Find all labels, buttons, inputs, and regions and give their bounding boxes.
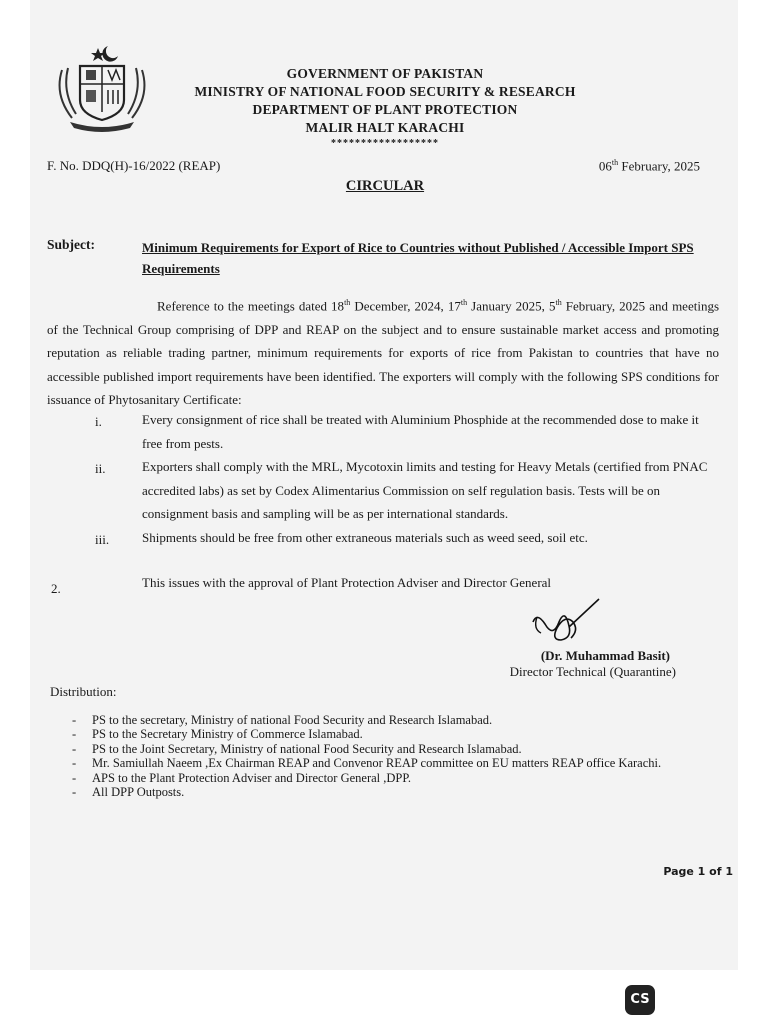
- list-item: - All DPP Outposts.: [72, 785, 185, 800]
- letterhead-government: GOVERNMENT OF PAKISTAN: [286, 66, 484, 81]
- approval-statement: This issues with the approval of Plant Protection Adviser and Director General: [142, 575, 552, 590]
- condition-text: Every consignment of rice shall be treated with Aluminium Phosphide at the recommended dose to make it free from pests.: [142, 412, 699, 451]
- body-paragraph: Reference to the meetings dated 18th December, 2024, 17th January 2025, 5th February, 2025 and meetings of the Technical Group comprising of DPP and REAP on the subject and to ensure sustainable market access and promoting reputation as reliable trading partner, minimum requirements for exports of rice from Pakistan to countries that have no accessible published import requirements have been identified. The exporters will comply with the following SPS conditions for issuance of Phytosanitary Certificate:: [47, 298, 719, 408]
- letterhead-department: DEPARTMENT OF PLANT PROTECTION: [252, 102, 518, 117]
- condition-number: iii.: [95, 532, 110, 547]
- list-item: - PS to the secretary, Ministry of national Food Security and Research Islamabad.: [72, 713, 493, 727]
- page-number: Page 1 of 1: [663, 865, 733, 878]
- list-item: - Mr. Samiullah Naeem ,Ex Chairman REAP and Convenor REAP committee on EU matters REAP office Karachi.: [72, 756, 662, 771]
- subject-label: Subject:: [47, 237, 95, 252]
- list-item: - PS to the Joint Secretary, Ministry of national Food Security and Research Islamabad.: [72, 741, 522, 756]
- condition-text: Shipments should be free from other extraneous materials such as weed seed, soil etc.: [142, 530, 588, 545]
- circular-date: 06th February, 2025: [598, 158, 700, 174]
- list-item: - PS to the Secretary Ministry of Commerce Islamabad.: [72, 727, 363, 742]
- signatory-name: (Dr. Muhammad Basit): [540, 648, 670, 663]
- condition-text: Exporters shall comply with the MRL, Mycotoxin limits and testing for Heavy Metals (certified from PNAC accredited labs) as set by Codex Alimentarius Commission on self regulation basis. Tests will be on consignment basis and sampling will be as per international standards.: [142, 459, 708, 521]
- distribution-list: [72, 713, 722, 799]
- paragraph-number: 2.: [51, 581, 61, 596]
- file-number: F. No. DDQ(H)-16/2022 (REAP): [47, 158, 221, 173]
- condition-number: i.: [95, 414, 102, 429]
- list-item: - APS to the Plant Protection Adviser and Director General ,DPP.: [72, 770, 412, 785]
- subject-text: Minimum Requirements for Export of Rice to Countries without Published / Accessible Import SPS Requirements: [142, 240, 694, 276]
- condition-number: ii.: [95, 461, 106, 476]
- government-emblem: [50, 40, 155, 135]
- letterhead-stars: ******************: [331, 138, 439, 149]
- letterhead-location: MALIR HALT KARACHI: [305, 120, 465, 135]
- document-title: CIRCULAR: [345, 178, 425, 194]
- signatory-designation: Director Technical (Quarantine): [509, 664, 676, 679]
- camscanner-badge: CS: [625, 985, 655, 1015]
- distribution-label: Distribution:: [50, 684, 117, 699]
- letterhead-ministry: MINISTRY OF NATIONAL FOOD SECURITY & RESEARCH: [194, 84, 576, 99]
